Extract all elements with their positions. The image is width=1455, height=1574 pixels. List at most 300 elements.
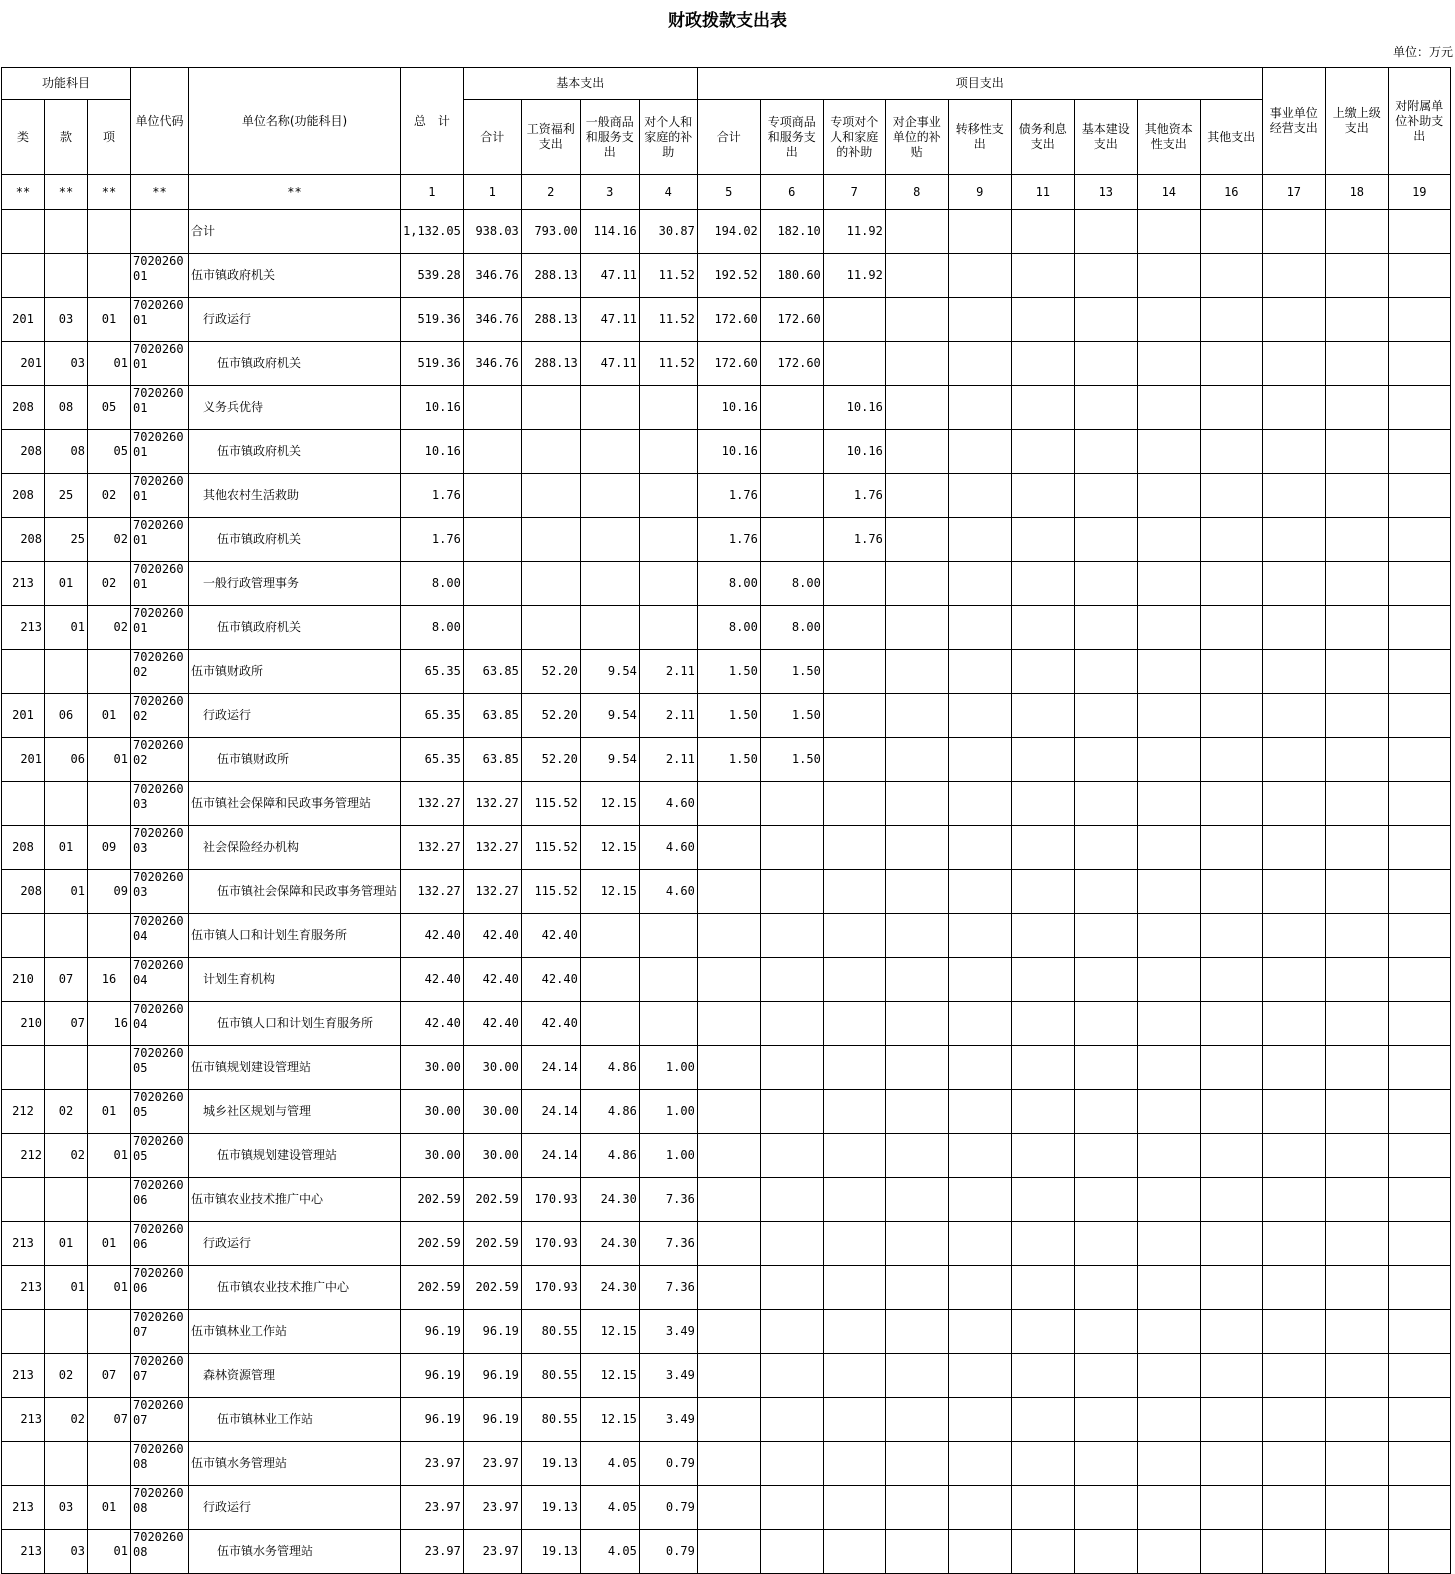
header-kuan: 款: [45, 100, 88, 175]
empty-cell: [948, 870, 1011, 914]
amount-cell: 23.97: [401, 1486, 464, 1530]
empty-cell: [1262, 738, 1325, 782]
kuan-cell: 25: [45, 474, 88, 518]
lei-cell: 213: [2, 1530, 45, 1574]
empty-cell: [1074, 650, 1137, 694]
empty-cell: [1074, 254, 1137, 298]
kuan-cell: 02: [45, 1398, 88, 1442]
amount-cell: 96.19: [463, 1310, 521, 1354]
empty-cell: [1200, 1090, 1262, 1134]
empty-cell: [948, 342, 1011, 386]
empty-cell: [1074, 1486, 1137, 1530]
empty-cell: [1011, 430, 1074, 474]
lei-cell: [2, 1442, 45, 1486]
empty-cell: [1011, 1530, 1074, 1574]
amount-cell: 3.49: [639, 1354, 697, 1398]
empty-cell: [1262, 562, 1325, 606]
amount-cell: 4.86: [580, 1046, 639, 1090]
header-other-capital: 其他资本性支出: [1137, 100, 1200, 175]
lei-cell: 210: [2, 1002, 45, 1046]
empty-cell: [1074, 1266, 1137, 1310]
amount-cell: 30.00: [401, 1134, 464, 1178]
empty-cell: [1011, 1134, 1074, 1178]
amount-cell: 11.52: [639, 298, 697, 342]
amount-cell: [580, 562, 639, 606]
empty-cell: [1200, 1530, 1262, 1574]
empty-cell: [948, 782, 1011, 826]
amount-cell: 1.00: [639, 1046, 697, 1090]
empty-cell: [885, 1046, 948, 1090]
amount-cell: 47.11: [580, 342, 639, 386]
empty-cell: [948, 518, 1011, 562]
amount-cell: 10.16: [697, 386, 760, 430]
lei-cell: 213: [2, 562, 45, 606]
empty-cell: [1200, 1178, 1262, 1222]
amount-cell: 132.27: [463, 782, 521, 826]
amount-cell: [760, 1530, 823, 1574]
empty-cell: [1325, 870, 1388, 914]
amount-cell: 4.86: [580, 1134, 639, 1178]
unit-code-cell: 702026006: [131, 1178, 189, 1222]
amount-cell: 202.59: [401, 1222, 464, 1266]
amount-cell: 1.76: [401, 518, 464, 562]
unit-name-cell: 行政运行: [189, 694, 401, 738]
xiang-cell: 09: [88, 870, 131, 914]
empty-cell: [1325, 518, 1388, 562]
amount-cell: 8.00: [760, 606, 823, 650]
unit-code-cell: 702026007: [131, 1354, 189, 1398]
amount-cell: 65.35: [401, 650, 464, 694]
unit-code-cell: 702026008: [131, 1486, 189, 1530]
empty-cell: [1137, 694, 1200, 738]
amount-cell: 115.52: [521, 870, 580, 914]
amount-cell: 52.20: [521, 738, 580, 782]
empty-cell: [1325, 1002, 1388, 1046]
empty-cell: [1074, 1398, 1137, 1442]
amount-cell: 1.76: [697, 474, 760, 518]
empty-cell: [1137, 650, 1200, 694]
amount-cell: [760, 1442, 823, 1486]
amount-cell: [639, 1002, 697, 1046]
empty-cell: [1388, 1178, 1450, 1222]
amount-cell: [823, 1222, 885, 1266]
amount-cell: 8.00: [760, 562, 823, 606]
xiang-cell: 01: [88, 1222, 131, 1266]
empty-cell: [1325, 562, 1388, 606]
empty-cell: [1262, 1134, 1325, 1178]
empty-cell: [948, 1134, 1011, 1178]
amount-cell: 80.55: [521, 1310, 580, 1354]
index-cell: 4: [639, 175, 697, 210]
empty-cell: [1262, 782, 1325, 826]
unit-name-cell: 伍市镇政府机关: [189, 606, 401, 650]
empty-cell: [885, 1354, 948, 1398]
empty-cell: [1388, 254, 1450, 298]
empty-cell: [1325, 1398, 1388, 1442]
empty-cell: [1074, 1310, 1137, 1354]
empty-cell: [948, 474, 1011, 518]
empty-cell: [948, 254, 1011, 298]
lei-cell: 213: [2, 1266, 45, 1310]
empty-cell: [1325, 298, 1388, 342]
index-cell: 19: [1388, 175, 1450, 210]
empty-cell: [948, 694, 1011, 738]
empty-cell: [1011, 342, 1074, 386]
empty-cell: [948, 958, 1011, 1002]
amount-cell: [823, 958, 885, 1002]
empty-cell: [885, 430, 948, 474]
amount-cell: [823, 870, 885, 914]
empty-cell: [1388, 1354, 1450, 1398]
amount-cell: [521, 386, 580, 430]
amount-cell: 10.16: [401, 386, 464, 430]
table-row: [2, 1002, 1451, 1046]
empty-cell: [1325, 650, 1388, 694]
amount-cell: [697, 1486, 760, 1530]
header-transfer: 转移性支出: [948, 100, 1011, 175]
empty-cell: [1011, 826, 1074, 870]
empty-cell: [1011, 474, 1074, 518]
lei-cell: 208: [2, 430, 45, 474]
unit-code-cell: 702026001: [131, 430, 189, 474]
empty-cell: [1074, 1002, 1137, 1046]
amount-cell: 23.97: [401, 1442, 464, 1486]
lei-cell: [2, 1178, 45, 1222]
empty-cell: [1137, 1178, 1200, 1222]
amount-cell: [639, 606, 697, 650]
empty-cell: [1137, 386, 1200, 430]
empty-cell: [1074, 694, 1137, 738]
empty-cell: [1011, 914, 1074, 958]
unit-name-cell: 伍市镇政府机关: [189, 342, 401, 386]
amount-cell: 172.60: [760, 342, 823, 386]
index-cell: **: [88, 175, 131, 210]
unit-name-cell: 计划生育机构: [189, 958, 401, 1002]
amount-cell: 8.00: [401, 562, 464, 606]
amount-cell: 192.52: [697, 254, 760, 298]
index-cell: 1: [401, 175, 464, 210]
empty-cell: [1325, 1134, 1388, 1178]
amount-cell: 1.50: [697, 738, 760, 782]
amount-cell: 96.19: [401, 1310, 464, 1354]
empty-cell: [885, 562, 948, 606]
empty-cell: [1388, 562, 1450, 606]
empty-cell: [1388, 298, 1450, 342]
header-proj-total: 合计: [697, 100, 760, 175]
unit-name-cell: 伍市镇人口和计划生育服务所: [189, 1002, 401, 1046]
unit-name-cell: 伍市镇财政所: [189, 738, 401, 782]
empty-cell: [1074, 738, 1137, 782]
empty-cell: [1325, 958, 1388, 1002]
amount-cell: [823, 914, 885, 958]
empty-cell: [1074, 826, 1137, 870]
table-row: [2, 1310, 1451, 1354]
amount-cell: 24.30: [580, 1178, 639, 1222]
lei-cell: 213: [2, 1398, 45, 1442]
empty-cell: [1200, 826, 1262, 870]
empty-cell: [1262, 1486, 1325, 1530]
empty-cell: [1074, 562, 1137, 606]
unit-name-cell: 伍市镇社会保障和民政事务管理站: [189, 782, 401, 826]
index-cell: **: [2, 175, 45, 210]
empty-cell: [1325, 914, 1388, 958]
amount-cell: 288.13: [521, 298, 580, 342]
empty-cell: [885, 386, 948, 430]
lei-cell: 213: [2, 1354, 45, 1398]
empty-cell: [1262, 1178, 1325, 1222]
empty-cell: [1011, 562, 1074, 606]
header-unit-name: 单位名称(功能科目): [189, 68, 401, 175]
index-cell: 7: [823, 175, 885, 210]
empty-cell: [1011, 782, 1074, 826]
empty-cell: [1325, 694, 1388, 738]
table-row: [2, 1090, 1451, 1134]
empty-cell: [1200, 518, 1262, 562]
index-cell: 17: [1262, 175, 1325, 210]
header-subsidy: 对附属单位补助支出: [1388, 68, 1450, 175]
unit-code-cell: 702026007: [131, 1398, 189, 1442]
empty-cell: [1074, 474, 1137, 518]
amount-cell: 202.59: [463, 1222, 521, 1266]
amount-cell: [463, 386, 521, 430]
empty-cell: [885, 1398, 948, 1442]
empty-cell: [1137, 518, 1200, 562]
amount-cell: 24.14: [521, 1046, 580, 1090]
amount-cell: [697, 914, 760, 958]
unit-name-cell: 森林资源管理: [189, 1354, 401, 1398]
amount-cell: 793.00: [521, 210, 580, 254]
kuan-cell: [45, 1046, 88, 1090]
amount-cell: [697, 958, 760, 1002]
empty-cell: [1262, 650, 1325, 694]
amount-cell: [823, 1002, 885, 1046]
amount-cell: [580, 430, 639, 474]
lei-cell: 208: [2, 474, 45, 518]
amount-cell: 12.15: [580, 782, 639, 826]
amount-cell: 23.97: [401, 1530, 464, 1574]
lei-cell: [2, 650, 45, 694]
table-row: [2, 1398, 1451, 1442]
lei-cell: 213: [2, 1222, 45, 1266]
amount-cell: 3.49: [639, 1310, 697, 1354]
empty-cell: [1388, 1310, 1450, 1354]
amount-cell: 114.16: [580, 210, 639, 254]
empty-cell: [885, 342, 948, 386]
empty-cell: [948, 650, 1011, 694]
xiang-cell: 01: [88, 1134, 131, 1178]
amount-cell: 9.54: [580, 650, 639, 694]
page-title: 财政拨款支出表: [668, 11, 787, 31]
header-other: 其他支出: [1200, 100, 1262, 175]
empty-cell: [1137, 430, 1200, 474]
amount-cell: 24.30: [580, 1266, 639, 1310]
empty-cell: [885, 518, 948, 562]
empty-cell: [1325, 1354, 1388, 1398]
empty-cell: [1011, 210, 1074, 254]
table-row: [2, 914, 1451, 958]
kuan-cell: 01: [45, 826, 88, 870]
amount-cell: [760, 386, 823, 430]
amount-cell: 1.50: [760, 694, 823, 738]
amount-cell: [823, 1442, 885, 1486]
unit-name-cell: 其他农村生活救助: [189, 474, 401, 518]
xiang-cell: 02: [88, 518, 131, 562]
kuan-cell: [45, 1310, 88, 1354]
empty-cell: [1262, 1046, 1325, 1090]
amount-cell: 519.36: [401, 342, 464, 386]
unit-code-cell: 702026006: [131, 1266, 189, 1310]
amount-cell: 1.50: [697, 694, 760, 738]
lei-cell: 208: [2, 518, 45, 562]
empty-cell: [1262, 1310, 1325, 1354]
amount-cell: 8.00: [697, 562, 760, 606]
empty-cell: [1388, 1002, 1450, 1046]
empty-cell: [1262, 1222, 1325, 1266]
xiang-cell: 01: [88, 342, 131, 386]
empty-cell: [1137, 870, 1200, 914]
index-cell: 13: [1074, 175, 1137, 210]
empty-cell: [1262, 694, 1325, 738]
amount-cell: [697, 870, 760, 914]
amount-cell: 9.54: [580, 738, 639, 782]
lei-cell: 208: [2, 870, 45, 914]
index-cell: 16: [1200, 175, 1262, 210]
index-cell: 6: [760, 175, 823, 210]
empty-cell: [1137, 1266, 1200, 1310]
empty-cell: [1200, 650, 1262, 694]
empty-cell: [948, 386, 1011, 430]
empty-cell: [1200, 694, 1262, 738]
empty-cell: [1200, 958, 1262, 1002]
empty-cell: [885, 254, 948, 298]
amount-cell: 12.15: [580, 826, 639, 870]
empty-cell: [1325, 1178, 1388, 1222]
empty-cell: [885, 210, 948, 254]
lei-cell: [2, 914, 45, 958]
kuan-cell: 03: [45, 1486, 88, 1530]
kuan-cell: 06: [45, 738, 88, 782]
empty-cell: [1137, 738, 1200, 782]
kuan-cell: 01: [45, 870, 88, 914]
empty-cell: [1325, 210, 1388, 254]
amount-cell: 172.60: [760, 298, 823, 342]
empty-cell: [1388, 1046, 1450, 1090]
amount-cell: [580, 474, 639, 518]
empty-cell: [1074, 1354, 1137, 1398]
amount-cell: [760, 430, 823, 474]
header-xiang: 项: [88, 100, 131, 175]
unit-name-cell: 伍市镇规划建设管理站: [189, 1134, 401, 1178]
xiang-cell: 16: [88, 1002, 131, 1046]
xiang-cell: 09: [88, 826, 131, 870]
amount-cell: 65.35: [401, 694, 464, 738]
amount-cell: 1.00: [639, 1134, 697, 1178]
table-row: [2, 782, 1451, 826]
amount-cell: [760, 914, 823, 958]
empty-cell: [1137, 826, 1200, 870]
empty-cell: [1074, 1134, 1137, 1178]
amount-cell: [463, 430, 521, 474]
amount-cell: [823, 298, 885, 342]
amount-cell: 4.86: [580, 1090, 639, 1134]
amount-cell: 96.19: [401, 1354, 464, 1398]
empty-cell: [1388, 518, 1450, 562]
empty-cell: [1200, 1354, 1262, 1398]
empty-cell: [1325, 1090, 1388, 1134]
empty-cell: [1137, 1222, 1200, 1266]
amount-cell: [463, 474, 521, 518]
empty-cell: [885, 1134, 948, 1178]
unit-code-cell: 702026001: [131, 254, 189, 298]
amount-cell: [823, 1266, 885, 1310]
amount-cell: 346.76: [463, 254, 521, 298]
kuan-cell: [45, 914, 88, 958]
empty-cell: [1011, 518, 1074, 562]
unit-code-cell: 702026003: [131, 826, 189, 870]
amount-cell: 24.14: [521, 1134, 580, 1178]
amount-cell: 1.76: [823, 474, 885, 518]
unit-name-cell: 伍市镇社会保障和民政事务管理站: [189, 870, 401, 914]
empty-cell: [1137, 1090, 1200, 1134]
index-cell: 8: [885, 175, 948, 210]
empty-cell: [948, 562, 1011, 606]
empty-cell: [1011, 298, 1074, 342]
empty-cell: [948, 914, 1011, 958]
empty-cell: [1262, 1002, 1325, 1046]
amount-cell: [521, 518, 580, 562]
index-cell: 3: [580, 175, 639, 210]
xiang-cell: [88, 1046, 131, 1090]
amount-cell: 47.11: [580, 298, 639, 342]
lei-cell: 208: [2, 826, 45, 870]
unit-code-cell: 702026006: [131, 1222, 189, 1266]
table-row: [2, 1442, 1451, 1486]
amount-cell: 202.59: [463, 1266, 521, 1310]
xiang-cell: 01: [88, 1090, 131, 1134]
table-row: [2, 1046, 1451, 1090]
amount-cell: [697, 1046, 760, 1090]
amount-cell: [760, 1398, 823, 1442]
header-proj-goods: 专项商品和服务支出: [760, 100, 823, 175]
lei-cell: 212: [2, 1090, 45, 1134]
unit-name-cell: 一般行政管理事务: [189, 562, 401, 606]
amount-cell: 42.40: [401, 958, 464, 1002]
amount-cell: [760, 1046, 823, 1090]
empty-cell: [885, 1002, 948, 1046]
empty-cell: [885, 826, 948, 870]
unit-name-cell: 伍市镇林业工作站: [189, 1398, 401, 1442]
unit-name-cell: 行政运行: [189, 298, 401, 342]
empty-cell: [1200, 1442, 1262, 1486]
kuan-cell: [45, 210, 88, 254]
amount-cell: [463, 606, 521, 650]
empty-cell: [1388, 342, 1450, 386]
table-row: [2, 342, 1451, 386]
unit-name-cell: 伍市镇财政所: [189, 650, 401, 694]
amount-cell: [639, 914, 697, 958]
amount-cell: 11.92: [823, 210, 885, 254]
amount-cell: 1.00: [639, 1090, 697, 1134]
empty-cell: [1074, 386, 1137, 430]
amount-cell: [823, 1530, 885, 1574]
amount-cell: 132.27: [463, 870, 521, 914]
amount-cell: 115.52: [521, 826, 580, 870]
unit-code-cell: 702026001: [131, 518, 189, 562]
empty-cell: [1388, 1134, 1450, 1178]
unit-code-cell: 702026001: [131, 298, 189, 342]
table-row: [2, 826, 1451, 870]
amount-cell: [823, 1398, 885, 1442]
